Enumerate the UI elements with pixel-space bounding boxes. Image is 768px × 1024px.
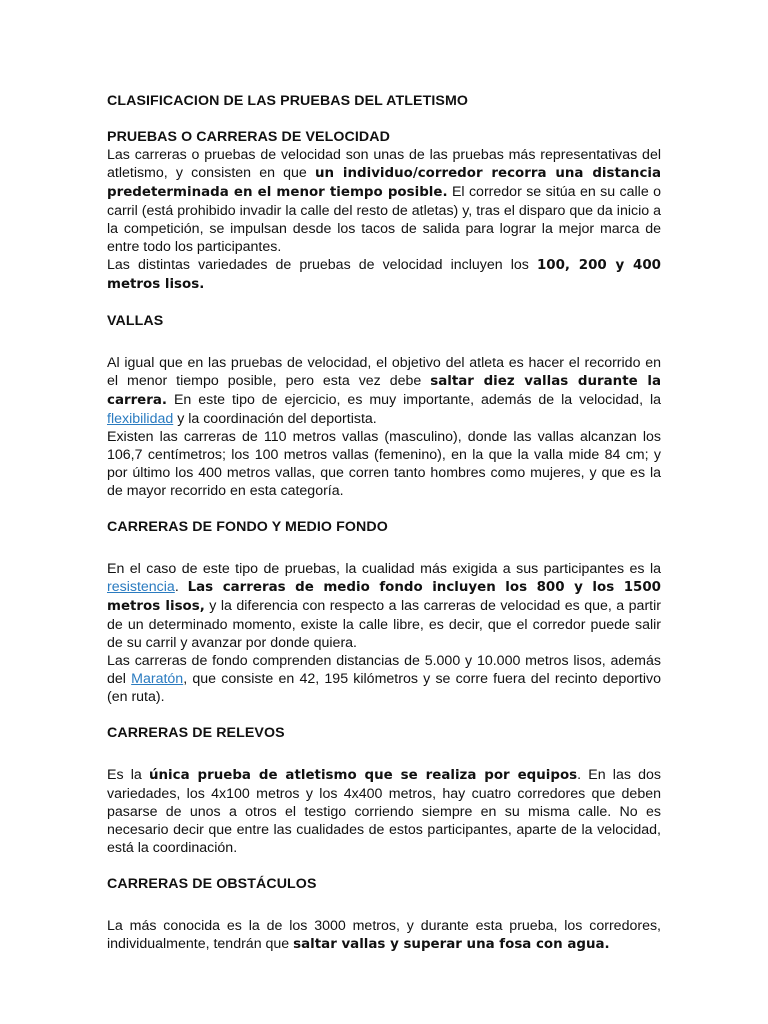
- bold-run: un individuo/corredor recorra una distancia predeterminada en el menor tiempo posible.: [107, 166, 662, 200]
- link-flexibilidad[interactable]: flexibilidad: [107, 411, 174, 427]
- text-run: En este tipo de ejercicio, es muy importante, además de la velocidad, la: [167, 392, 661, 408]
- text-run: Al igual que en las pruebas de velocidad, el objetivo del atleta es hacer el recorrido en el menor tiempo posible, pero esta vez debe: [107, 355, 661, 389]
- text-run: y la coordinación del deportista.: [173, 411, 377, 427]
- bold-run: Las carreras de medio fondo incluyen los 800 y los 1500 metros lisos,: [107, 580, 661, 614]
- paragraph-vallas-1: [107, 354, 661, 428]
- text-run: Es la: [107, 767, 149, 783]
- paragraph-obstaculos-1: [107, 917, 661, 954]
- document-page: [107, 92, 661, 954]
- text-run: , que consiste en 42, 195 kilómetros y se corre fuera del recinto deportivo (en ruta).: [107, 671, 662, 705]
- text-run: En el caso de este tipo de pruebas, la cualidad más exigida a sus participantes es la: [107, 561, 661, 577]
- section-heading-relevos: CARRERAS DE RELEVOS: [107, 725, 285, 741]
- text-run: . En las dos variedades, los 4x100 metros y los 4x400 metros, hay cuatro corredores que deben pasarse de unos a otros el testigo corriendo siempre en su misma calle. No es necesario decir que entre las cualidades de estos participantes, aparte de la velocidad, está la coordinación.: [107, 767, 661, 856]
- section-heading-velocidad: PRUEBAS O CARRERAS DE VELOCIDAD: [107, 129, 390, 145]
- section-heading-fondo: CARRERAS DE FONDO Y MEDIO FONDO: [107, 519, 388, 535]
- bold-run: saltar vallas y superar una fosa con agua.: [293, 937, 610, 952]
- paragraph-fondo-1: [107, 560, 661, 652]
- text-run: .: [174, 579, 188, 595]
- paragraph-relevos-1: [107, 766, 661, 857]
- bold-run: única prueba de atletismo que se realiza por equipos: [148, 768, 578, 783]
- document-title: CLASIFICACION DE LAS PRUEBAS DEL ATLETISMO: [107, 93, 468, 109]
- text-run: Las carreras de fondo comprenden distancias de 5.000 y 10.000 metros lisos, además del: [107, 653, 661, 687]
- section-heading-vallas: VALLAS: [107, 313, 164, 329]
- paragraph-vallas-2: Existen las carreras de 110 metros vallas (masculino), donde las vallas alcanzan los 106,7 centímetros; los 100 metros vallas (femenino), en la que la valla mide 84 cm; y por último los 400 metros vallas, que corren tanto hombres como mujeres, y que es la de mayor recorrido en esta categoría.: [107, 429, 661, 499]
- bold-run: saltar diez vallas durante la carrera.: [107, 374, 661, 408]
- text-run: y la diferencia con respecto a las carreras de velocidad es que, a partir de un determinado momento, existe la calle libre, es decir, que el corredor puede salir de su carril y avanzar por donde quiera.: [107, 598, 661, 651]
- paragraph-velocidad-1: [107, 146, 661, 256]
- bold-run: 100, 200 y 400 metros lisos.: [107, 258, 661, 292]
- text-run: La más conocida es la de los 3000 metros, y durante esta prueba, los corredores, individualmente, tendrán que: [107, 918, 661, 952]
- link-resistencia[interactable]: resistencia: [107, 579, 175, 595]
- text-run: El corredor se sitúa en su calle o carril (está prohibido invadir la calle del resto de atletas) y, tras el disparo que da inicio a la competición, se impulsan desde los tacos de salida para lograr la mejor marca de entre todo los participantes.: [107, 184, 662, 255]
- text-run: Las distintas variedades de pruebas de velocidad incluyen los: [107, 257, 537, 273]
- text-run: Las carreras o pruebas de velocidad son unas de las pruebas más representativas del atletismo, y consisten en que: [107, 147, 661, 181]
- paragraph-velocidad-2: [107, 256, 661, 294]
- paragraph-fondo-2: [107, 652, 661, 706]
- section-heading-obstaculos: CARRERAS DE OBSTÁCULOS: [107, 876, 317, 892]
- link-maraton[interactable]: Maratón: [131, 671, 184, 687]
